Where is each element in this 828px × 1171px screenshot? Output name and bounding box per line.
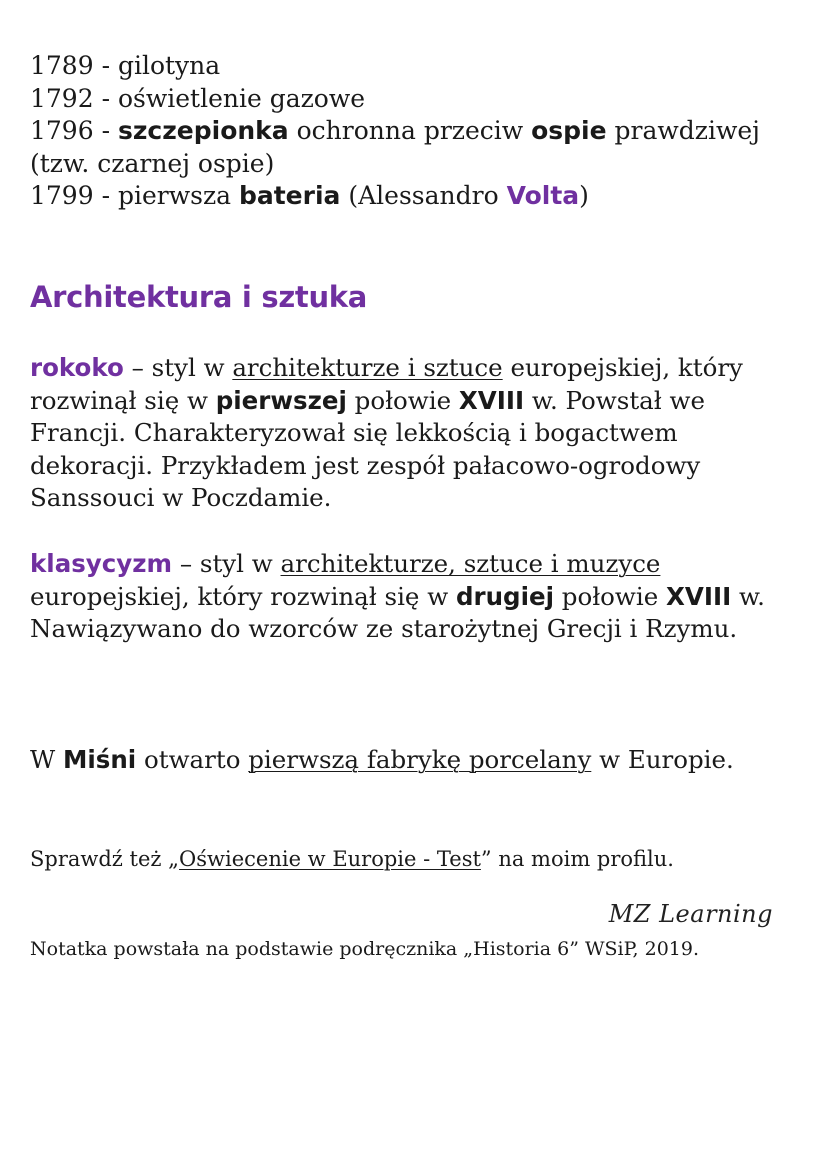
section-title: Architektura i sztuka	[30, 280, 368, 314]
timeline-item-continuation: (tzw. czarnej ospie)	[30, 148, 275, 178]
timeline-item: 1789 - gilotyna	[30, 51, 221, 80]
year: 1796	[30, 116, 94, 145]
timeline-item: 1796 - szczepionka ochronna przeciw ospie prawdziwej	[30, 116, 760, 145]
year: 1789	[30, 51, 94, 80]
check-also-line: Sprawdź też „Oświecenie w Europie - Test” na moim profilu.	[30, 847, 674, 871]
misni-paragraph: W Miśni otwarto pierwszą fabrykę porcelany w Europie.	[30, 745, 734, 774]
timeline-item: 1799 - pierwsza bateria (Alessandro Volta)	[30, 181, 589, 210]
year: 1792	[30, 83, 94, 113]
klasycyzm-paragraph: klasycyzm – styl w architekturze, sztuce i muzyce europejskiej, który rozwinął się w drugiej połowie XVIII w. Nawiązywano do wzorców ze starożytnej Grecji i Rzymu.	[30, 549, 765, 643]
year: 1799	[30, 181, 94, 210]
timeline	[30, 50, 805, 213]
document-page	[30, 50, 805, 960]
signature: MZ Learning	[608, 900, 773, 928]
source-note: Notatka powstała na podstawie podręcznika „Historia 6” WSiP, 2019.	[30, 938, 699, 960]
rokoko-paragraph: rokoko – styl w architekturze i sztuce europejskiej, który rozwinął się w pierwszej połowie XVIII w. Powstał we Francji. Charakteryzował się lekkością i bogactwem dekoracji. Przykładem jest zespół pałacowo-ogrodowy Sanssouci w Poczdamie.	[30, 353, 743, 512]
timeline-item: 1792 - oświetlenie gazowe	[30, 83, 366, 113]
test-link[interactable]: Oświecenie w Europie - Test	[179, 847, 481, 871]
